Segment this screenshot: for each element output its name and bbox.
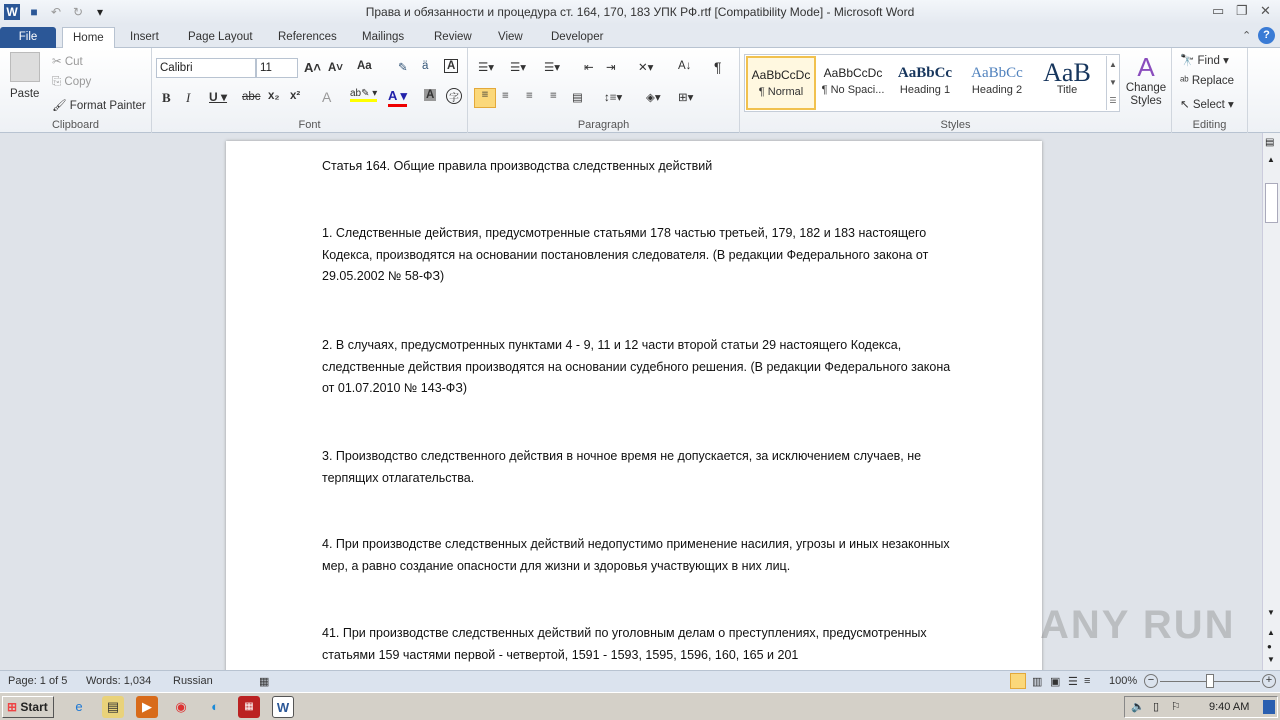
tab-insert[interactable]: Insert <box>130 31 159 43</box>
paste-button[interactable]: Paste <box>10 88 40 100</box>
paragraph: 2. В случаях, предусмотренных пунктами 4 - 9, 11 и 12 части второй статьи 29 настоящего Кодекса, следственные действия производятся на основании судебного решения. (В редакции Федерального закона от 01.07.2010 № 143-ФЗ) <box>322 338 951 395</box>
underline-button[interactable]: U ▾ <box>209 90 228 104</box>
highlight-color-icon[interactable]: ab✎ ▾ <box>350 88 377 102</box>
replace-label: Replace <box>1191 75 1235 87</box>
character-border-icon[interactable]: A <box>444 59 458 73</box>
styles-label: Styles <box>940 119 971 131</box>
copy-label: Copy <box>64 76 92 88</box>
customize-qat-icon[interactable]: ▾ <box>96 5 104 19</box>
asian-layout-icon[interactable]: ✕▾ <box>638 62 654 74</box>
cut-label: Cut <box>64 56 83 68</box>
style-title[interactable] <box>1032 56 1102 110</box>
document-page[interactable] <box>226 141 1042 670</box>
outline-view-icon[interactable]: ☰ <box>1068 676 1078 688</box>
align-right-button[interactable]: ≡ <box>526 90 533 102</box>
paragraph: 4. При производстве следственных действий недопустимо применение насилия, угрозы и иных незаконных мер, а равно создание опасности для жизни и здоровья участвующих в них лиц. <box>322 537 950 573</box>
cut-button[interactable]: ✂ Cut <box>52 56 83 68</box>
decrease-indent-icon[interactable]: ⇤ <box>584 62 594 74</box>
clipboard-label: Clipboard <box>51 119 100 131</box>
clear-formatting-icon[interactable]: ✎ <box>398 62 408 74</box>
ruler-toggle-icon[interactable]: ▤ <box>1265 137 1275 148</box>
editing-group <box>1172 48 1248 133</box>
scroll-up-icon[interactable]: ▲ <box>1267 155 1275 164</box>
font-label: Font <box>298 119 321 131</box>
paragraph: 3. Производство следственного действия в ночное время не допускается, за исключением случаев, не терпящих отлагательства. <box>322 449 922 485</box>
ribbon-tabs <box>0 24 1280 48</box>
volume-icon[interactable]: 🔈 <box>1131 701 1145 713</box>
font-color-icon[interactable]: A ▾ <box>388 88 407 107</box>
word-taskbar-button[interactable]: W <box>272 696 294 718</box>
font-size-select[interactable]: 11 <box>256 58 298 78</box>
style-sample: AaB <box>1043 62 1091 84</box>
tab-references[interactable]: References <box>278 31 337 43</box>
clock[interactable]: 9:40 AM <box>1209 701 1250 713</box>
word-count[interactable]: Words: 1,034 <box>86 675 152 687</box>
subscript-button[interactable]: x₂ <box>268 90 280 102</box>
show-formatting-icon[interactable]: ¶ <box>714 59 722 75</box>
word-icon: W <box>4 4 20 20</box>
tab-review[interactable]: Review <box>434 31 472 43</box>
zoom-level[interactable]: 100% <box>1109 675 1138 687</box>
vertical-scrollbar[interactable] <box>1262 133 1280 670</box>
style-sample: AaBbCcDc <box>823 66 883 80</box>
paragraph-group <box>468 48 740 133</box>
paragraph-label: Paragraph <box>577 119 630 131</box>
style-heading-2[interactable] <box>962 56 1032 110</box>
chrome-icon[interactable]: ◉ <box>175 699 187 714</box>
start-button[interactable] <box>2 696 54 718</box>
page-count[interactable]: Page: 1 of 5 <box>8 675 68 687</box>
explorer-icon[interactable]: ▤ <box>102 696 124 718</box>
document-area <box>0 133 1262 670</box>
bullets-icon[interactable]: ☰▾ <box>478 62 495 74</box>
style-sample: AaBbCc <box>971 65 1023 81</box>
enclose-characters-icon[interactable]: 字 <box>446 88 462 104</box>
style-name: Heading 1 <box>899 84 951 96</box>
paragraph: 1. Следственные действия, предусмотренные статьями 178 частью третьей, 179, 182 и 183 настоящего Кодекса, производятся на основании постановления следователя. (В редакции Федерального закона от 29.05.2002 № 58-ФЗ) <box>322 226 929 283</box>
ribbon <box>0 48 1280 133</box>
help-icon[interactable]: ? <box>1258 27 1275 44</box>
watermark: ANY RUN <box>1040 603 1236 647</box>
style-no-spacing[interactable] <box>818 56 888 110</box>
save-icon[interactable]: ■ <box>30 5 38 19</box>
grow-font-icon[interactable]: A˄ <box>304 60 321 75</box>
align-center-button[interactable]: ≡ <box>502 90 509 102</box>
change-styles-button[interactable] <box>1124 52 1168 108</box>
font-name-select[interactable]: Calibri <box>156 58 256 78</box>
distributed-icon[interactable]: ▤ <box>572 92 583 104</box>
winrar-icon[interactable]: ▦ <box>238 696 260 718</box>
editing-label: Editing <box>1192 119 1227 131</box>
justify-button[interactable]: ≡ <box>550 90 557 102</box>
style-sample: AaBbCcDc <box>751 68 811 82</box>
tab-home[interactable]: Home <box>62 27 115 49</box>
title-bar <box>0 0 1280 24</box>
italic-button[interactable]: I <box>186 90 191 105</box>
tab-mailings[interactable]: Mailings <box>362 31 405 43</box>
format-painter-button[interactable]: 🖌 Format Painter <box>52 100 146 112</box>
numbering-icon[interactable]: ☰▾ <box>510 62 527 74</box>
shading-icon[interactable]: ◈▾ <box>646 92 661 104</box>
select-button[interactable]: ↖ Select ▾ <box>1180 99 1234 111</box>
sort-icon[interactable]: A↓ <box>678 60 692 72</box>
tab-page-layout[interactable]: Page Layout <box>188 31 253 43</box>
next-page-icon[interactable]: ▼ <box>1267 655 1275 664</box>
restore-button[interactable]: ❐ <box>1236 3 1248 18</box>
undo-icon[interactable]: ↶ <box>50 5 62 19</box>
tab-file[interactable]: File <box>0 27 56 48</box>
paste-icon <box>10 52 40 82</box>
increase-indent-icon[interactable]: ⇥ <box>606 62 616 74</box>
redo-icon[interactable]: ↻ <box>72 5 84 19</box>
phonetic-guide-icon[interactable]: ä <box>422 60 429 72</box>
style-name: Heading 2 <box>971 84 1023 96</box>
change-styles-label: Change Styles <box>1125 82 1167 107</box>
styles-scroll[interactable]: ▲ ▼ ☰ <box>1106 56 1119 110</box>
borders-icon[interactable]: ⊞▾ <box>678 92 694 104</box>
system-tray <box>1124 696 1278 718</box>
tab-developer[interactable]: Developer <box>551 31 604 43</box>
windows-logo-icon: ⊞ <box>7 700 18 714</box>
window-title: Права и обязанности и процедура ст. 164, 170, 183 УПК РФ.rtf [Compatibility Mode] - Microsoft Word <box>365 5 915 19</box>
action-center-flag-icon[interactable]: ⚐ <box>1171 701 1181 713</box>
scroll-down-icon[interactable]: ▼ <box>1267 608 1275 617</box>
show-desktop-button[interactable] <box>1263 700 1275 714</box>
paragraph: 41. При производстве следственных действий по уголовным делам о преступлениях, предусмотренных статьями 159 частями первой - четвертой, 1591 - 1593, 1595, 1596, 160, 165 и 201 <box>322 626 927 662</box>
align-left-button[interactable]: ≡ <box>474 88 496 108</box>
style-name: ¶ Normal <box>758 86 804 98</box>
web-layout-view-icon[interactable]: ▣ <box>1050 676 1061 688</box>
zoom-slider-thumb[interactable] <box>1206 674 1214 688</box>
zoom-out-button[interactable]: − <box>1144 674 1158 688</box>
tab-view[interactable]: View <box>498 31 523 43</box>
change-styles-icon: A <box>1137 52 1155 82</box>
scroll-thumb[interactable] <box>1265 183 1278 223</box>
clipboard-group <box>0 48 152 133</box>
ie-icon[interactable]: e <box>75 699 83 714</box>
find-button[interactable]: 🔭 Find ▾ <box>1180 55 1229 67</box>
change-case-button[interactable]: Aa <box>357 60 372 72</box>
draft-view-icon[interactable]: ≡ <box>1084 675 1091 687</box>
line-spacing-icon[interactable]: ↕≡▾ <box>604 92 623 104</box>
zoom-in-button[interactable]: + <box>1262 674 1276 688</box>
select-label: Select <box>1192 99 1225 111</box>
minimize-button[interactable]: ▭ <box>1212 3 1225 18</box>
bold-button[interactable]: B <box>162 90 171 105</box>
find-label: Find <box>1197 55 1220 67</box>
style-heading-1[interactable] <box>890 56 960 110</box>
close-button[interactable]: ✕ <box>1260 3 1271 18</box>
start-label: Start <box>20 700 48 714</box>
strikethrough-button[interactable]: abc <box>242 91 261 103</box>
media-player-icon[interactable]: ▶ <box>136 696 158 718</box>
edge-icon[interactable]: ◐ <box>211 699 219 714</box>
text-effects-icon[interactable]: A <box>322 89 332 105</box>
status-bar <box>0 670 1280 692</box>
previous-page-icon[interactable]: ▲ <box>1267 628 1275 637</box>
replace-button[interactable]: ᵃᵇ Replace <box>1180 75 1235 87</box>
format-painter-label: Format Painter <box>69 100 146 112</box>
network-icon[interactable]: ▯ <box>1153 701 1160 713</box>
character-shading-icon[interactable]: A <box>426 89 435 101</box>
style-name: ¶ No Spaci... <box>821 84 885 96</box>
copy-button[interactable]: ⎘ Copy <box>52 76 92 88</box>
browse-object-icon[interactable]: ● <box>1267 642 1272 651</box>
font-group <box>152 48 468 133</box>
styles-group <box>740 48 1172 133</box>
shrink-font-icon[interactable]: A˅ <box>328 62 344 74</box>
multilevel-list-icon[interactable]: ☰▾ <box>544 62 561 74</box>
superscript-button[interactable]: x² <box>290 90 301 102</box>
minimize-ribbon-icon[interactable]: ⌃ <box>1242 30 1252 42</box>
style-sample: AaBbCc <box>897 65 953 81</box>
print-layout-view-icon[interactable] <box>1010 673 1026 689</box>
style-name: Title <box>1056 84 1078 96</box>
article-heading: Статья 164. Общие правила производства следственных действий <box>322 159 713 173</box>
full-screen-view-icon[interactable]: ▥ <box>1032 676 1043 688</box>
language[interactable]: Russian <box>173 675 213 687</box>
taskbar <box>0 692 1280 720</box>
style-normal[interactable] <box>746 56 816 110</box>
macro-recording-icon[interactable]: ▦ <box>259 676 270 688</box>
